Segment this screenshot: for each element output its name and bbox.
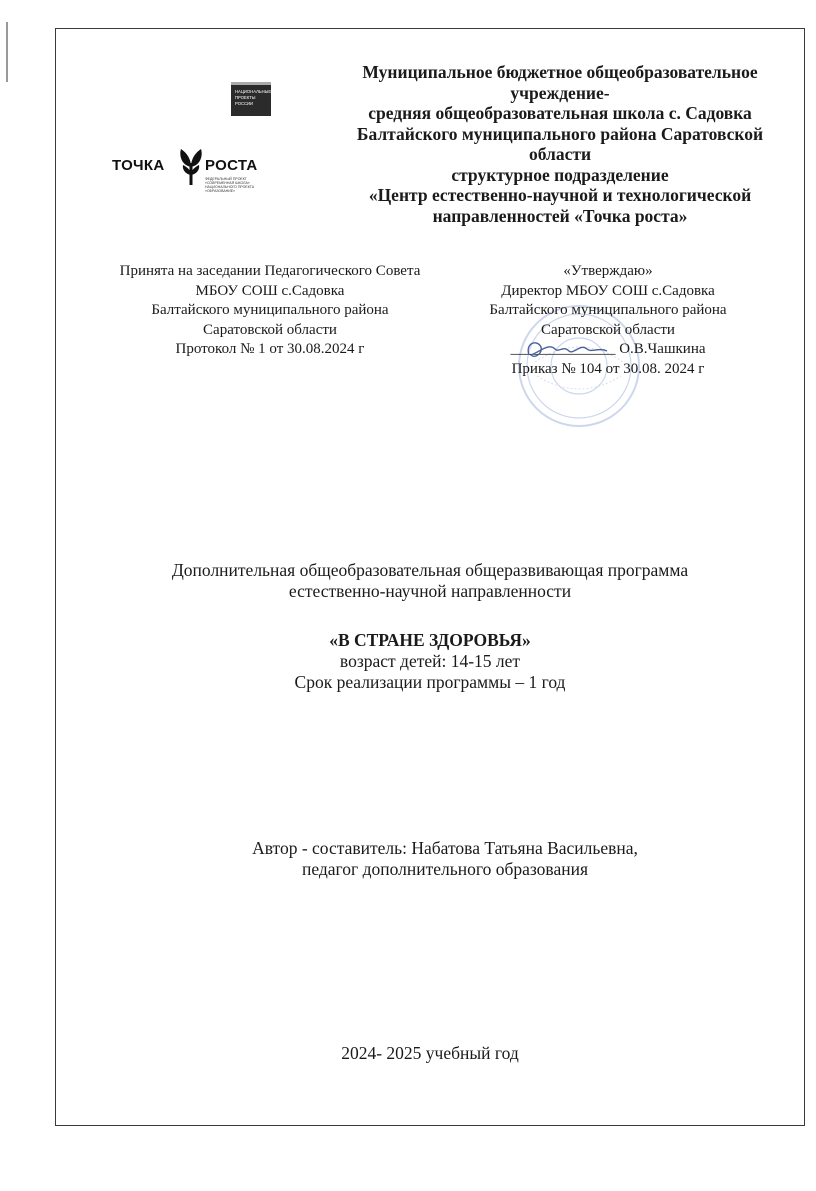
author-block xyxy=(150,838,740,880)
logo-brand xyxy=(112,157,272,197)
program-title: «В СТРАНЕ ЗДОРОВЬЯ» xyxy=(329,630,531,650)
academic-year: 2024- 2025 учебный год xyxy=(341,1043,519,1063)
logo-sub-line-2: НАЦИОНАЛЬНОГО ПРОЕКТА «ОБРАЗОВАНИЕ» xyxy=(205,185,255,193)
program-title-block xyxy=(55,630,805,693)
national-projects-flag-icon xyxy=(227,78,275,120)
accepted-line: Принята на заседании Педагогического Совета xyxy=(119,263,421,279)
header-line: структурное подразделение xyxy=(451,164,669,185)
author-line: педагог дополнительного образования xyxy=(301,859,589,879)
accepted-line: Саратовской области xyxy=(203,321,337,338)
approved-line: Балтайского муниципального района xyxy=(489,302,727,318)
flag-line-2: ПРОЕКТЫ xyxy=(235,95,256,100)
program-duration: Срок реализации программы – 1 год xyxy=(294,672,566,692)
sprout-icon xyxy=(177,145,205,187)
logo-sub-line-1: ФЕДЕРАЛЬНЫЙ ПРОЕКТ «СОВРЕМЕННАЯ ШКОЛА» xyxy=(205,177,250,185)
logo-word-right: РОСТА xyxy=(205,157,258,174)
approved-line: Саратовской области xyxy=(541,321,675,338)
logo-word-left: ТОЧКА xyxy=(112,157,165,174)
header-line: «Центр естественно-научной и технологической xyxy=(368,185,752,205)
header-line: учреждение- xyxy=(510,82,610,103)
program-line: Дополнительная общеобразовательная общеразвивающая программа xyxy=(171,560,689,580)
header-line: Муниципальное бюджетное общеобразовательное xyxy=(362,62,758,82)
accepted-block xyxy=(80,262,460,360)
scan-edge-mark xyxy=(6,22,8,82)
accepted-line: Балтайского муниципального района xyxy=(151,302,389,318)
approved-line: Директор МБОУ СОШ с.Садовка xyxy=(501,282,715,299)
approved-line: «Утверждаю» xyxy=(563,263,653,279)
header-line: области xyxy=(528,144,592,164)
program-line: естественно-научной направленности xyxy=(288,581,572,601)
director-signature-icon xyxy=(515,333,615,365)
header-line: Балтайского муниципального района Саратовской xyxy=(356,123,764,144)
author-line: Автор - составитель: Набатова Татьяна Васильевна, xyxy=(252,838,638,858)
tochka-rosta-logo xyxy=(112,75,272,195)
accepted-line: Протокол № 1 от 30.08.2024 г xyxy=(175,341,365,357)
header-line: направленностей «Точка роста» xyxy=(432,205,688,226)
program-description xyxy=(55,560,805,602)
program-age: возраст детей: 14-15 лет xyxy=(339,651,521,671)
approved-order-line: Приказ № 104 от 30.08. 2024 г xyxy=(511,360,705,377)
logo-subtitle xyxy=(205,177,265,193)
accepted-line: МБОУ СОШ с.Садовка xyxy=(195,282,345,299)
flag-line-3: РОССИИ xyxy=(235,101,254,106)
organization-header xyxy=(320,62,800,226)
flag-line-1: НАЦИОНАЛЬНЫЕ xyxy=(235,89,272,94)
approved-signature-line: ______________ О.В.Чашкина xyxy=(510,341,706,357)
header-line: средняя общеобразовательная школа с. Садовка xyxy=(368,103,752,123)
